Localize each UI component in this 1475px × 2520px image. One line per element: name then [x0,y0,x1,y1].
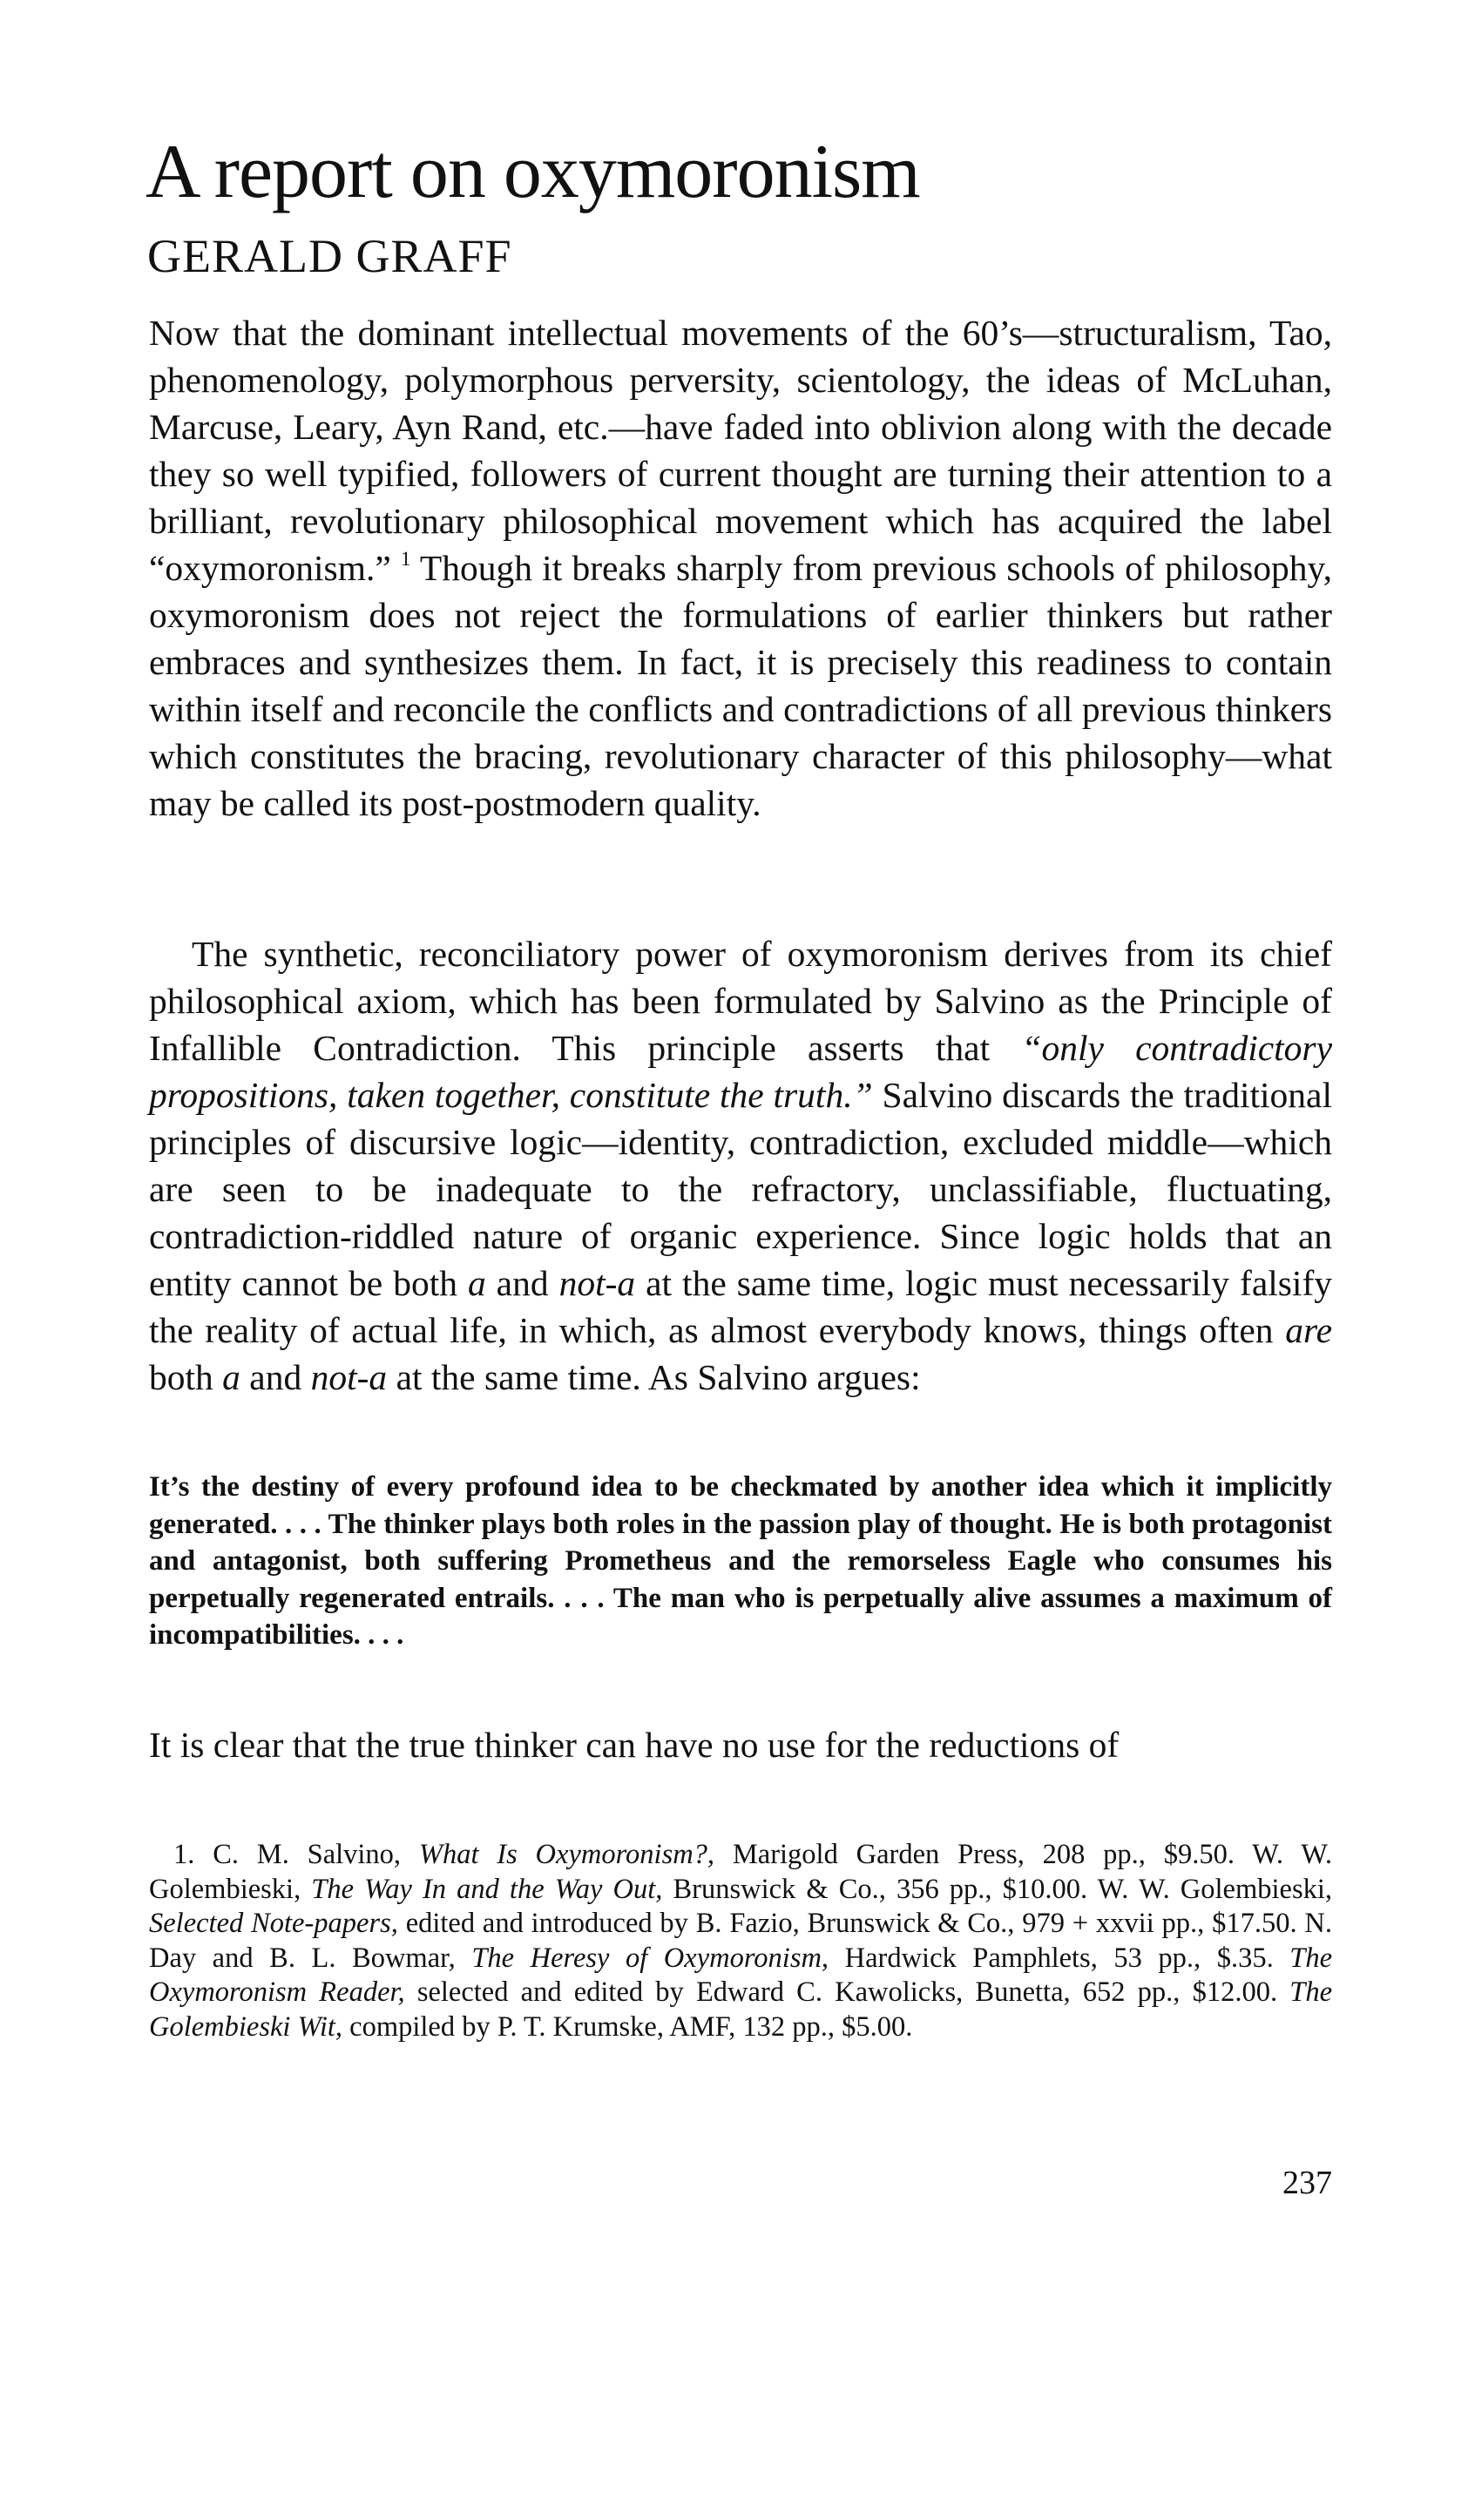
paragraph-2-part-2: Salvino discards the traditional principles of discursive logic—identity, contradiction, excluded middle—which are seen to be inadequate to the refractory, unclassifiable, fluctuating, contradiction-riddled nature of organic experience. Since logic holds that an entity cannot be both [149,1075,1333,1303]
footnote-text: edited and introduced by B. Fazio, Brunswick & Co., 979 + xxvii pp., $17.50. N. Day and B. L. Bowmar, [149,1908,1332,1974]
book-title: The Golembieski Wit, [149,1976,1332,2043]
principle-quote: “only contradictory propositions, taken together, constitute the truth.” [149,1028,1332,1115]
block-quote: It’s the destiny of every profound idea to be checkmated by another idea which it implicitly generated. . . . The thinker plays both roles in the passion play of thought. He is both protagonist and antagonist, both suffering Prometheus and the remorseless Eagle who consumes his perpetually regenerated entrails. . . . The man who is perpetually alive assumes a maximum of incompatibilities. . . . [149,1471,1332,1651]
author-name: GERALD GRAFF [147,230,512,282]
footnote-text: C. M. Salvino, [213,1839,402,1870]
footnote-text: Hardwick Pamphlets, 53 pp., $.35. [844,1942,1274,1974]
page-number: 237 [1282,2165,1332,2201]
paragraph-2-part-1: The synthetic, reconciliatory power of oxymoronism derives from its chief philosophical axiom, which has been formulated by Salvino as the Principle of Infallible Contradiction. This principle asserts that [149,934,1332,1068]
book-title: Selected Note-papers, [149,1908,398,1939]
article-title: A report on oxymoronism [145,130,920,214]
footnote-text: selected and edited by Edward C. Kawolicks, Bunetta, 652 pp., $12.00. [416,1976,1278,2008]
word-are: are [1285,1310,1333,1350]
footnote-text: Marigold Garden Press, 208 pp., $9.50. W. W. Golembieski, [149,1839,1333,1905]
paragraph-1-part-2: Though it breaks sharply from previous schools of philosophy, oxymoronism does not reject the formulations of earlier thinkers but rather embraces and synthesizes them. In fact, it is precisely this readiness to contain within itself and reconcile the conflicts and contradictions of all previous thinkers which constitutes the bracing, revolutionary character of this philosophy—what may be called its post-postmodern quality. [149,548,1332,823]
footnote-number: 1. [173,1839,195,1870]
paragraph-2-part-4: at the same time. As Salvino argues: [396,1357,921,1397]
word-both: both [149,1357,213,1397]
book-title: What Is Oxymoronism?, [418,1839,715,1870]
paragraph-2 [149,930,1332,1401]
book-title: The Oxymoronism Reader, [149,1942,1333,2008]
paragraph-1-part-1: Now that the dominant intellectual movements of the 60’s—structuralism, Tao, phenomenology, polymorphous perversity, scientology, the ideas of McLuhan, Marcuse, Leary, Ayn Rand, etc.—have faded into oblivion along with the decade they so well typified, followers of current thought are turning their attention to a brilliant, revolutionary philosophical movement which has acquired the label “oxymoronism.” [149,313,1332,588]
paragraph-2-part-3: at the same time, logic must necessarily falsify the reality of actual life, in which, as almost everybody knows, things often [149,1263,1333,1350]
paragraph-3: It is clear that the true thinker can have no use for the reductions of [149,1725,1120,1765]
footnote [149,1838,1332,2044]
paragraph-1 [149,309,1332,827]
term-a: a [222,1357,240,1397]
term-not-a: not-a [310,1357,388,1397]
book-title: The Heresy of Oxymoronism, [471,1942,829,1974]
book-title: The Way In and the Way Out, [311,1873,663,1905]
footnote-marker[interactable]: 1 [401,547,411,570]
word-and: and [249,1357,302,1397]
term-not-a: not-a [558,1263,636,1303]
word-and: and [496,1263,549,1303]
footnote-text: compiled by P. T. Krumske, AMF, 132 pp., $5.00. [349,2010,913,2043]
footnote-text: Brunswick & Co., 356 pp., $10.00. W. W. Golembieski, [673,1873,1333,1905]
term-a: a [467,1263,486,1303]
